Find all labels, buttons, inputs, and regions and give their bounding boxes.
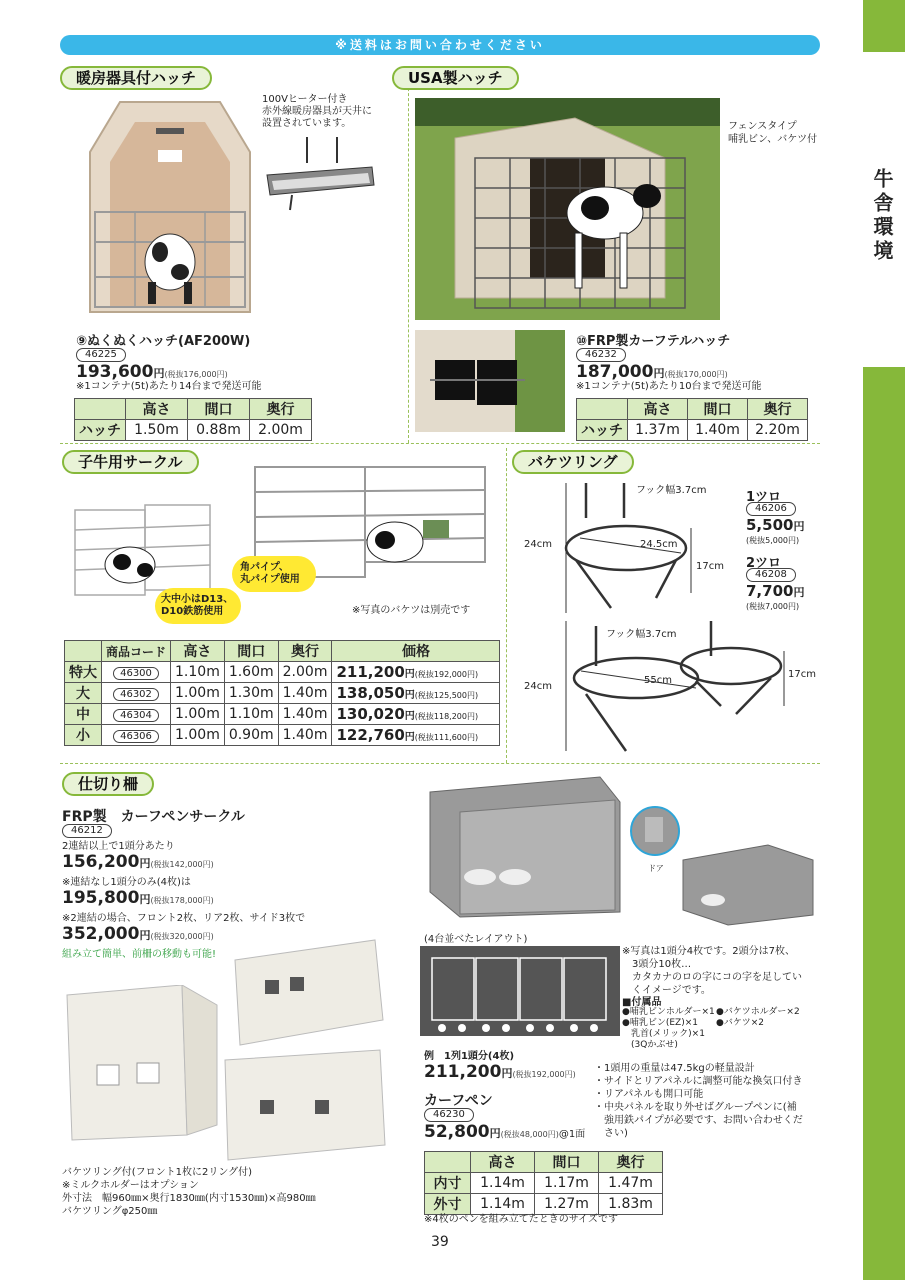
page-number: 39: [431, 1234, 449, 1250]
hatch-usa-note: ※1コンテナ(5t)あたり10台まで発送可能: [576, 381, 762, 392]
calfpen-photo-main: [420, 772, 630, 922]
calfpen-spec-table: 高さ 間口 奥行 内寸 1.14m 1.17m 1.47m 外寸 1.14m 1.27m 1.83m: [424, 1151, 663, 1215]
partition-bottom-note-2: ※ミルクホルダーはオプション: [62, 1180, 199, 1191]
calfpen-acc-5: 乳首(メリック)×1: [622, 1029, 705, 1039]
table-row: 大 46302 1.00m 1.30m 1.40m 138,050円(税抜125,500円): [65, 683, 500, 704]
bucket-2-code: 46208: [746, 568, 796, 582]
partition-bottom-note-4: バケツリングφ250㎜: [62, 1206, 158, 1217]
partition-bottom-note-3: 外寸法 幅960㎜×奥行1830㎜(内寸1530㎜)×高980㎜: [62, 1193, 316, 1204]
hatch-heater-photo: [80, 92, 260, 322]
sidebar-tab-bottom: [863, 367, 905, 1280]
heater-photo: [262, 135, 380, 215]
partition-price-3: 352,000円(税抜320,000円): [62, 924, 214, 944]
bucket-1-code: 46206: [746, 502, 796, 516]
calfpen-feature-1: ・1頭用の重量は47.5kgの軽量設計: [594, 1063, 755, 1074]
usa-fence-note: フェンスタイプ 哺乳ビン、バケツ付: [728, 121, 818, 145]
table-row: 内寸 1.14m 1.17m 1.47m: [425, 1173, 663, 1194]
section-title-heater-hatch: 暖房器具付ハッチ: [60, 66, 212, 90]
calfpen-acc-1: ●哺乳ビンホルダー×1: [622, 1007, 715, 1017]
hatch-heater-note: ※1コンテナ(5t)あたり14台まで発送可能: [76, 381, 262, 392]
partition-price-2: 195,800円(税抜178,000円): [62, 888, 214, 908]
table-row: 特大 46300 1.10m 1.60m 2.00m 211,200円(税抜192,000円): [65, 662, 500, 683]
calfpen-acc-title: ■付属品: [622, 997, 662, 1008]
hatch-usa-name: ⑩FRP製カーフテルハッチ: [576, 334, 731, 349]
hatch-heater-price: 193,600円(税抜176,000円): [76, 362, 228, 382]
bucket-hook-1: フック幅3.7cm: [636, 485, 707, 496]
callout-rebar: 大中小はD13、 D10鉄筋使用: [155, 588, 241, 624]
calfpen-photo-group: [678, 835, 818, 927]
divider-v-top: [408, 68, 409, 443]
sidebar-tab-top: [863, 0, 905, 52]
hatch-usa-code: 46232: [576, 348, 626, 362]
divider-h-1: [60, 443, 820, 444]
side-section-title: 牛舎環境: [870, 168, 894, 264]
section-title-bucket-ring: バケツリング: [512, 450, 634, 474]
partition-price-1: 156,200円(税抜142,000円): [62, 852, 214, 872]
bucket-dim-17-b: 17cm: [788, 669, 816, 680]
calfpen-feature-3: ・リアパネルも開口可能: [594, 1089, 704, 1100]
hatch-usa-spec-table: 高さ 間口 奥行 ハッチ 1.37m 1.40m 2.20m: [576, 398, 808, 441]
table-row: 小 46306 1.00m 0.90m 1.40m 122,760円(税抜111,600円): [65, 725, 500, 746]
table-row: 外寸 1.14m 1.27m 1.83m: [425, 1194, 663, 1215]
shipping-banner: ※送料はお問い合わせください: [60, 35, 820, 55]
calfpen-photo-note: ※写真は1頭分4枚です。2頭分は7枚、 3頭分10枚… カタカナのロの字にコの字を足してい くイメージです。: [622, 946, 802, 996]
divider-h-2: [60, 763, 820, 764]
section-title-usa-hatch: USA製ハッチ: [392, 66, 519, 90]
bucket-2-name: 2ツロ: [746, 556, 782, 571]
calfpen-feature-4: ・中央パネルを取り外せばグループペンに(補 強用鉄パイプが必要です、お問い合わせくだ さい): [594, 1102, 803, 1139]
calfpen-acc-4: ●バケツ×2: [716, 1018, 765, 1028]
calfpen-door-label: ドア: [648, 864, 664, 873]
calfpen-name: カーフペン: [424, 1093, 493, 1109]
circle-photo-note: ※写真のバケツは別売です: [352, 605, 471, 616]
bucket-1-name: 1ツロ: [746, 490, 782, 505]
hatch-heater-spec-table: 高さ 間口 奥行 ハッチ 1.50m 0.88m 2.00m: [74, 398, 312, 441]
bucket-dim-245: 24.5cm: [640, 539, 678, 550]
circle-price-table: 商品コード 高さ 間口 奥行 価格 特大 46300 1.10m 1.60m 2.00m 211,200円(税抜192,000円) 大 46302 1.00m 1.30m 1.40m 138,050円(税抜125,500円) 中 46304 1.00m 1.10m 1.40m 130,020円(税抜118,200円) 小 46306 1.00m 0.90m 1.40m 122,760円(税抜111,600円): [64, 640, 500, 746]
calfpen-layout-label: (4台並べたレイアウト): [424, 934, 528, 945]
heater-note: 100Vヒーター付き 赤外線暖房器具が天井に 設置されています。: [262, 94, 372, 129]
bucket-1-tax: (税抜5,000円): [746, 536, 800, 545]
bucket-dim-24-b: 24cm: [524, 681, 552, 692]
partition-photo-2: [62, 985, 222, 1145]
partition-code: 46212: [62, 824, 112, 838]
calfpen-feature-2: ・サイドとリアパネルに調整可能な換気口付き: [594, 1076, 803, 1087]
bucket-hook-2: フック幅3.7cm: [606, 629, 677, 640]
usa-hatch-photo: [415, 98, 720, 320]
calfpen-acc-3: ●哺乳ビン(EZ)×1: [622, 1018, 698, 1028]
partition-photo-3: [220, 1045, 390, 1165]
partition-photo-1: [225, 935, 390, 1055]
hatch-heater-name: ⑨ぬくぬくハッチ(AF200W): [76, 334, 251, 349]
section-title-partition: 仕切り柵: [62, 772, 154, 796]
bucket-dim-17-a: 17cm: [696, 561, 724, 572]
bucket-1-price: 5,500円: [746, 516, 805, 534]
partition-line-1: 2連結以上で1頭分あたり: [62, 841, 175, 852]
usa-bucket-photo: [415, 330, 565, 432]
partition-line-2: ※連結なし1頭分のみ(4枚)は: [62, 877, 191, 888]
bucket-2-price: 7,700円: [746, 582, 805, 600]
section-title-calf-circle: 子牛用サークル: [62, 450, 199, 474]
callout-pipe: 角パイプ、 丸パイプ使用: [232, 556, 316, 592]
calfpen-code: 46230: [424, 1108, 474, 1122]
calfpen-example-label: 例 1列1頭分(4枚): [424, 1051, 515, 1062]
bucket-dim-24-a: 24cm: [524, 539, 552, 550]
partition-feature: 組み立て簡単、前柵の移動も可能!: [62, 949, 217, 960]
partition-bottom-note-1: バケツリング付(フロント1枚に2リング付): [62, 1167, 253, 1178]
calfpen-layout-diagram: [420, 946, 620, 1036]
hatch-usa-price: 187,000円(税抜170,000円): [576, 362, 728, 382]
table-row: 中 46304 1.00m 1.10m 1.40m 130,020円(税抜118,200円): [65, 704, 500, 725]
calfpen-acc-6: (3Qかぶせ): [622, 1040, 678, 1050]
circle-photo-small: [70, 500, 215, 600]
divider-v-mid: [506, 448, 507, 763]
calfpen-acc-2: ●バケツホルダー×2: [716, 1007, 800, 1017]
hatch-heater-code: 46225: [76, 348, 126, 362]
calfpen-table-note: ※4枚のペンを組み立てたときのサイズです: [424, 1214, 618, 1225]
calfpen-example-price: 211,200円(税抜192,000円): [424, 1062, 576, 1082]
partition-line-3: ※2連結の場合、フロント2枚、リア2枚、サイド3枚で: [62, 913, 306, 924]
bucket-2-tax: (税抜7,000円): [746, 602, 800, 611]
bucket-dim-55: 55cm: [644, 675, 672, 686]
calfpen-door-detail: [630, 802, 680, 860]
partition-name: FRP製 カーフペンサークル: [62, 809, 245, 825]
bucket-ring-1-drawing: [556, 478, 706, 618]
calfpen-price: 52,800円(税抜48,000円)@1面: [424, 1122, 586, 1142]
